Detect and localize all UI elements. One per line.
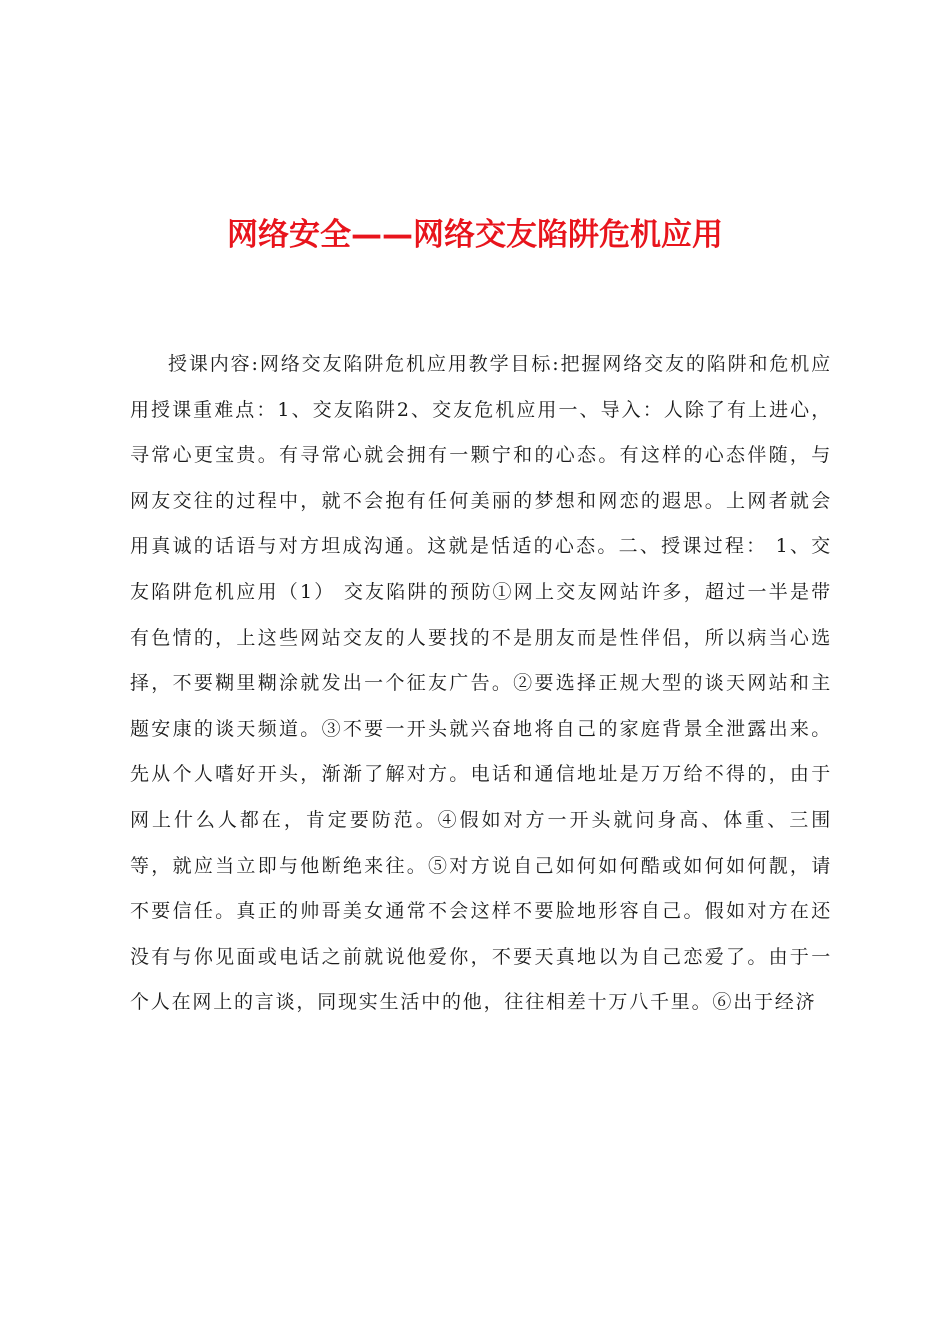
document-body-paragraph: 授课内容:网络交友陷阱危机应用教学目标:把握网络交友的陷阱和危机应用授课重难点：1、交友陷阱2、交友危机应用一、导入：人除了有上进心，寻常心更宝贵。有寻常心就会拥有一颗宁和的心态。有这样的心态伴随，与网友交往的过程中，就不会抱有任何美丽的梦想和网恋的遐思。上网者就会用真诚的话语与对方坦成沟通。这就是恬适的心态。二、授课过程： 1、交友陷阱危机应用（1） 交友陷阱的预防①网上交友网站许多，超过一半是带有色情的，上这些网站交友的人要找的不是朋友而是性伴侣，所以病当心选择，不要糊里糊涂就发出一个征友广告。②要选择正规大型的谈天网站和主题安康的谈天频道。③不要一开头就兴奋地将自己的家庭背景全泄露出来。先从个人嗜好开头，渐渐了解对方。电话和通信地址是万万给不得的，由于网上什么人都在，肯定要防范。④假如对方一开头就问身高、体重、三围等，就应当立即与他断绝来往。⑤对方说自己如何如何酷或如何如何靓，请不要信任。真正的帅哥美女通常不会这样不要脸地形容自己。假如对方在还没有与你见面或电话之前就说他爱你，不要天真地以为自己恋爱了。由于一个人在网上的言谈，同现实生活中的他，往往相差十万八千里。⑥出于经济 bbox=[130, 353, 832, 1014]
document-title: 网络安全——网络交友陷阱危机应用 bbox=[227, 217, 723, 253]
